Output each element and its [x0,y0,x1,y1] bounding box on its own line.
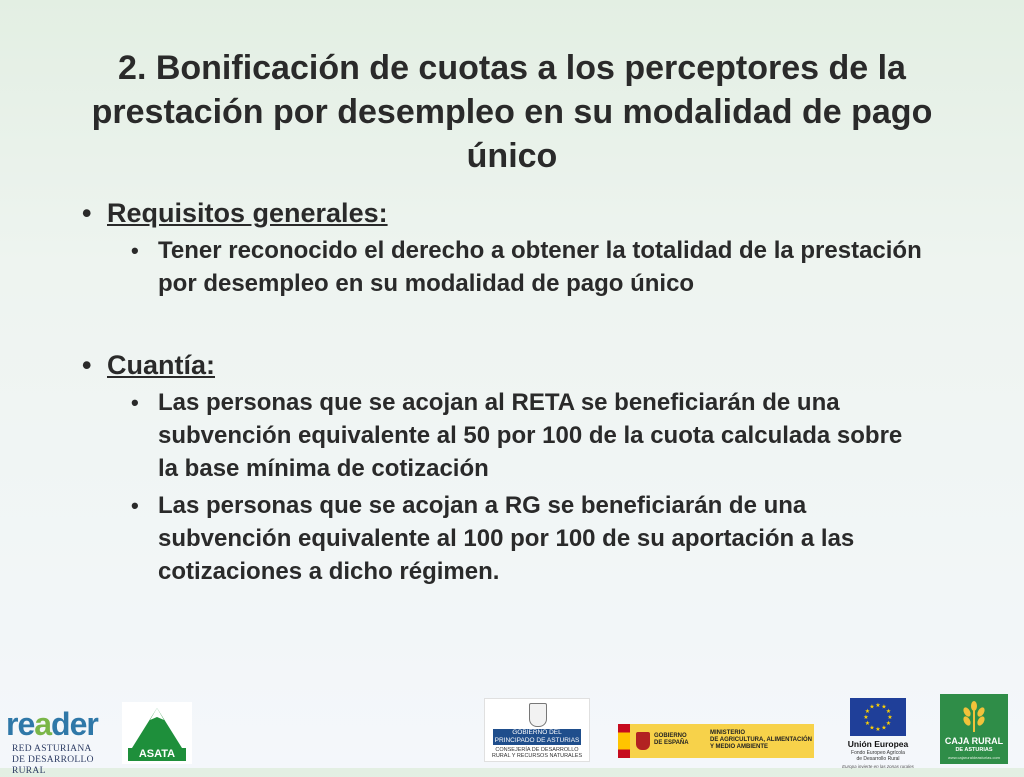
list-item [0,234,1024,300]
caja-url: www.cajaruraldeasturias.com [947,755,1001,760]
reader-wordmark: reader [6,706,98,742]
list-item [0,489,1024,588]
caja-name: CAJA RURAL [944,736,1004,746]
svg-text:★: ★ [887,714,893,721]
ue-motto: Europa invierte en las zonas rurales [842,764,914,769]
bullet-icon: • [131,493,139,518]
ue-name: Unión Europea [847,739,909,749]
wheat-icon [958,700,990,734]
svg-text:★: ★ [864,708,871,715]
gobierno-espana-logo [618,724,814,758]
section-heading [0,348,1024,382]
crest-icon [529,703,547,727]
svg-text:★: ★ [881,703,887,711]
svg-text:★: ★ [875,726,881,733]
asata-logo [122,702,192,764]
heading-text: Cuantía: [107,350,215,380]
principado-logo [484,698,590,762]
svg-text:★: ★ [875,702,881,709]
list-item-text: Las personas que se acojan al RETA se beneficiarán de una subvención equivalente al 50 por 100 de la cuota calculada sobre la base mínima de cotización [158,389,903,482]
section-cuantia [0,348,1024,588]
spain-flag-icon [618,724,630,758]
section-requisitos [0,196,1024,300]
svg-text:★: ★ [863,714,869,721]
sponsor-logos [0,690,1024,776]
bullet-icon: • [131,238,139,263]
list-item-text: Tener reconocido el derecho a obtener la totalidad de la prestación por desempleo en su modalidad de pago único [158,237,922,297]
svg-text:★: ★ [869,724,875,732]
svg-text:★: ★ [864,720,871,727]
eu-flag-icon [850,698,906,736]
reader-subtitle: RED ASTURIANA DE DESARROLLO RURAL [12,744,94,776]
svg-text:★: ★ [869,703,875,711]
svg-text:★: ★ [881,724,887,732]
heading-text: Requisitos generales: [107,198,388,228]
eu-stars-icon [850,698,906,736]
caja-rural-logo [940,694,1008,764]
ue-fund: Fondo Europeo Agrícola de Desarrollo Rural [851,750,905,762]
slide-content [0,196,1024,588]
union-europea-logo [842,696,914,769]
principado-band: GOBIERNO DEL PRINCIPADO DE ASTURIAS [494,729,580,744]
coat-of-arms-icon [636,732,650,750]
caja-region: DE ASTURIAS [955,747,993,753]
bullet-icon: • [82,198,92,228]
ministerio-text: MINISTERIO DE AGRICULTURA, ALIMENTACIÓN Y MEDIO AMBIENTE [710,730,812,750]
slide-title: 2. Bonificación de cuotas a los perceptores de la prestación por desempleo en su modalidad de pago único [91,49,933,175]
bullet-icon: • [131,390,139,415]
reader-logo [2,704,118,776]
bullet-icon: • [82,350,92,380]
list-item-text: Las personas que se acojan a RG se beneficiarán de una subvención equivalente al 100 por 100 de su aportación a las cotizaciones a dicho régimen. [158,492,855,585]
list-item [0,386,1024,485]
principado-consejeria: CONSEJERÍA DE DESARROLLO RURAL Y RECURSOS NATURALES [491,747,583,759]
gobierno-text: GOBIERNO DE ESPAÑA [654,733,689,746]
section-heading [0,196,1024,230]
asata-label: ASATA [128,748,186,761]
svg-text:★: ★ [885,720,892,727]
mountain-icon [122,702,192,750]
svg-text:★: ★ [885,708,892,715]
